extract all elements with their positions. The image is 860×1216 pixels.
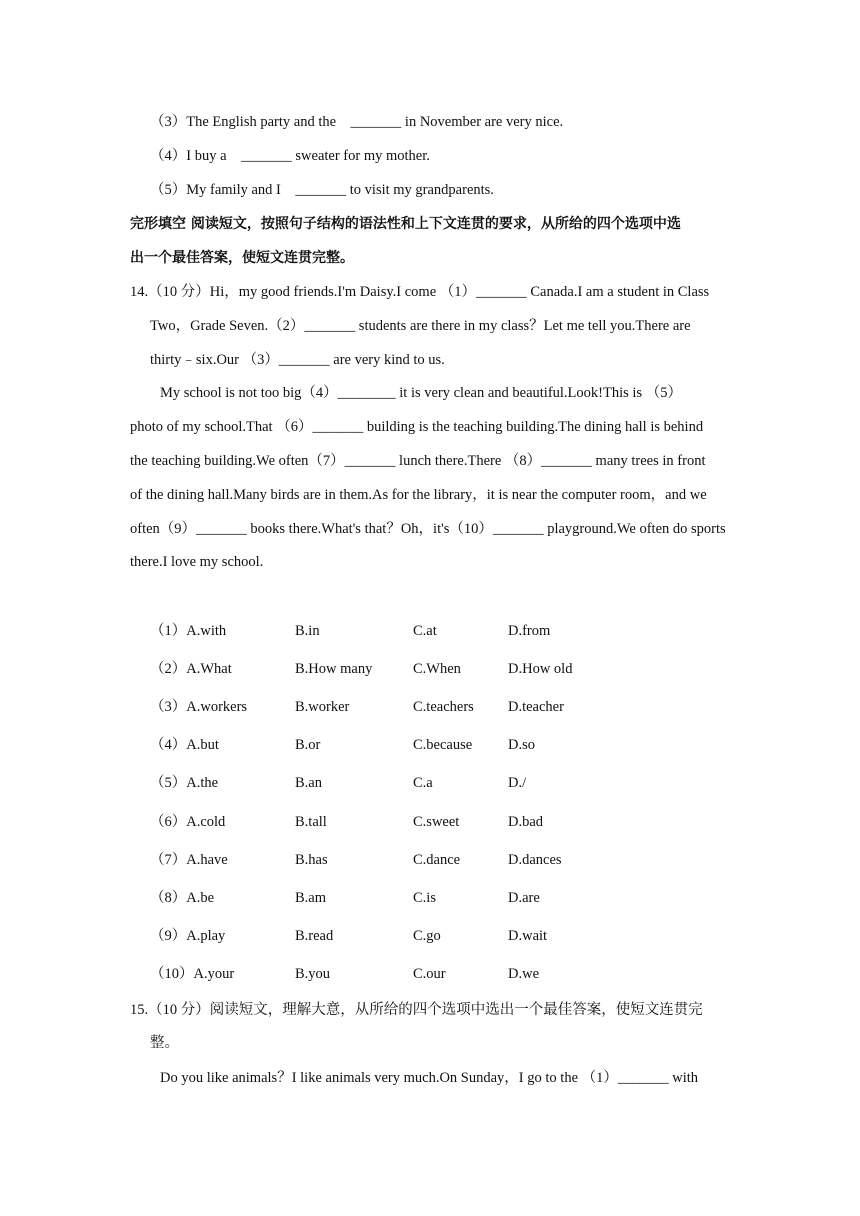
option-d: D./ xyxy=(508,775,527,791)
section-heading-line2: 出一个最佳答案，使短文连贯完整。 xyxy=(130,250,354,266)
option-c: C.dance xyxy=(413,852,461,868)
option-d: D.so xyxy=(508,737,535,753)
option-a: （3）A.workers xyxy=(150,699,248,715)
option-b: B.an xyxy=(295,775,322,791)
q14-passage-line6: the teaching building.We often（7）_______ lunch there.There （8）_______ many trees in front xyxy=(130,453,706,469)
sentence-5: （5）My family and I _______ to visit my grandparents. xyxy=(150,182,494,198)
q14-passage-line2: Two，Grade Seven.（2）_______ students are there in my class？Let me tell you.There are xyxy=(150,318,691,334)
option-b: B.How many xyxy=(295,661,373,677)
option-b: B.in xyxy=(295,623,320,639)
q14-passage-line1: 14.（10 分）Hi，my good friends.I'm Daisy.I come （1）_______ Canada.I am a student in Class xyxy=(130,284,710,300)
section-heading-line1: 完形填空 阅读短文，按照句子结构的语法性和上下文连贯的要求，从所给的四个选项中选 xyxy=(130,216,681,232)
q14-passage-line9: there.I love my school. xyxy=(130,554,264,570)
option-a: （2）A.What xyxy=(150,661,232,677)
q15-instruction-line2: 整。 xyxy=(150,1035,179,1051)
option-b: B.worker xyxy=(295,699,350,715)
option-d: D.we xyxy=(508,966,540,982)
option-c: C.at xyxy=(413,623,437,639)
option-a: （9）A.play xyxy=(150,928,226,944)
option-d: D.How old xyxy=(508,661,573,677)
option-a: （10）A.your xyxy=(150,966,235,982)
option-d: D.wait xyxy=(508,928,548,944)
q14-passage-line4: My school is not too big（4）________ it is very clean and beautiful.Look!This is （5） xyxy=(160,385,682,401)
option-d: D.teacher xyxy=(508,699,564,715)
option-b: B.tall xyxy=(295,814,327,830)
option-a: （5）A.the xyxy=(150,775,219,791)
q15-passage-line1: Do you like animals？I like animals very much.On Sunday，I go to the （1）_______ with xyxy=(160,1070,699,1086)
q14-passage-line5: photo of my school.That （6）_______ building is the teaching building.The dining hall is behind xyxy=(130,419,704,435)
option-a: （1）A.with xyxy=(150,623,227,639)
option-b: B.am xyxy=(295,890,327,906)
option-d: D.bad xyxy=(508,814,544,830)
option-b: B.read xyxy=(295,928,334,944)
option-c: C.because xyxy=(413,737,473,753)
option-c: C.When xyxy=(413,661,461,677)
option-a: （4）A.but xyxy=(150,737,219,753)
option-c: C.teachers xyxy=(413,699,474,715)
option-c: C.is xyxy=(413,890,436,906)
option-d: D.dances xyxy=(508,852,562,868)
option-c: C.go xyxy=(413,928,441,944)
option-c: C.sweet xyxy=(413,814,460,830)
q14-passage-line3: thirty﹣six.Our （3）_______ are very kind to us. xyxy=(150,352,445,368)
option-d: D.from xyxy=(508,623,551,639)
option-c: C.our xyxy=(413,966,446,982)
option-b: B.has xyxy=(295,852,328,868)
option-b: B.you xyxy=(295,966,331,982)
sentence-4: （4）I buy a _______ sweater for my mother. xyxy=(150,148,430,164)
option-b: B.or xyxy=(295,737,321,753)
q15-instruction-line1: 15.（10 分）阅读短文，理解大意，从所给的四个选项中选出一个最佳答案，使短文连贯完 xyxy=(130,1002,703,1018)
option-c: C.a xyxy=(413,775,433,791)
q14-passage-line8: often（9）_______ books there.What's that？Oh，it's（10）_______ playground.We often do sports xyxy=(130,521,726,537)
option-a: （8）A.be xyxy=(150,890,215,906)
option-a: （6）A.cold xyxy=(150,814,226,830)
option-a: （7）A.have xyxy=(150,852,228,868)
q14-passage-line7: of the dining hall.Many birds are in them.As for the library，it is near the computer room，and we xyxy=(130,487,707,503)
sentence-3: （3）The English party and the _______ in November are very nice. xyxy=(150,114,564,130)
option-d: D.are xyxy=(508,890,540,906)
